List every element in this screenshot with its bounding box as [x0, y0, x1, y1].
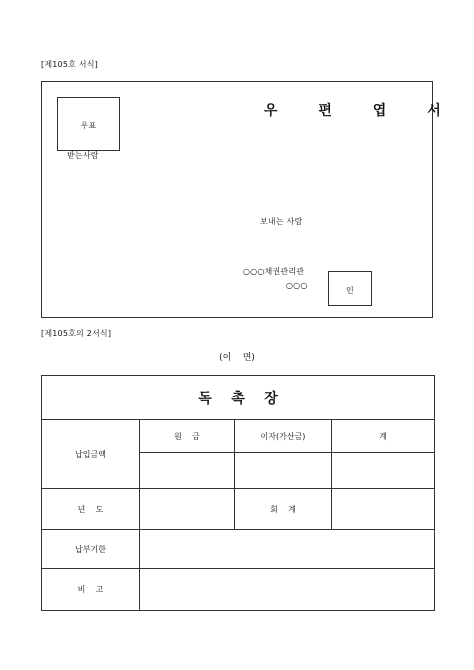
form-number-back: [제105호의 2서식]: [41, 329, 112, 338]
interest-header: 이자(가산금): [235, 420, 332, 453]
form-number-front: [제105호 서식]: [41, 60, 98, 69]
remarks-label: 비 고: [42, 569, 140, 611]
due-date-cell: [140, 530, 435, 569]
notice-heading: 독 촉 장: [42, 376, 435, 420]
recipient-label: 받는사람: [67, 151, 99, 160]
account-label: 회 계: [235, 489, 332, 530]
remarks-cell: [140, 569, 435, 611]
seal-box: [328, 271, 372, 306]
office-dots: ○○○: [286, 281, 308, 290]
account-cell: [332, 489, 435, 530]
notice-table: [41, 375, 435, 611]
total-cell: [332, 453, 435, 489]
payment-amount-label: 납입금액: [42, 420, 140, 489]
total-header: 계: [332, 420, 435, 453]
stamp-box: [57, 97, 120, 151]
back-side-title: (이 면): [219, 353, 255, 363]
office-name: ○○○채권관리관: [243, 267, 305, 276]
sender-label: 보내는 사람: [260, 217, 303, 226]
interest-cell: [235, 453, 332, 489]
due-date-label: 납부기한: [42, 530, 140, 569]
fiscal-year-label: 년 도: [42, 489, 140, 530]
principal-header: 원 금: [140, 420, 235, 453]
seal-label: 인: [346, 286, 354, 295]
stamp-label: 우표: [80, 121, 97, 130]
principal-cell: [140, 453, 235, 489]
fiscal-year-cell: [140, 489, 235, 530]
postcard-title: 우 편 엽 서: [264, 103, 459, 119]
